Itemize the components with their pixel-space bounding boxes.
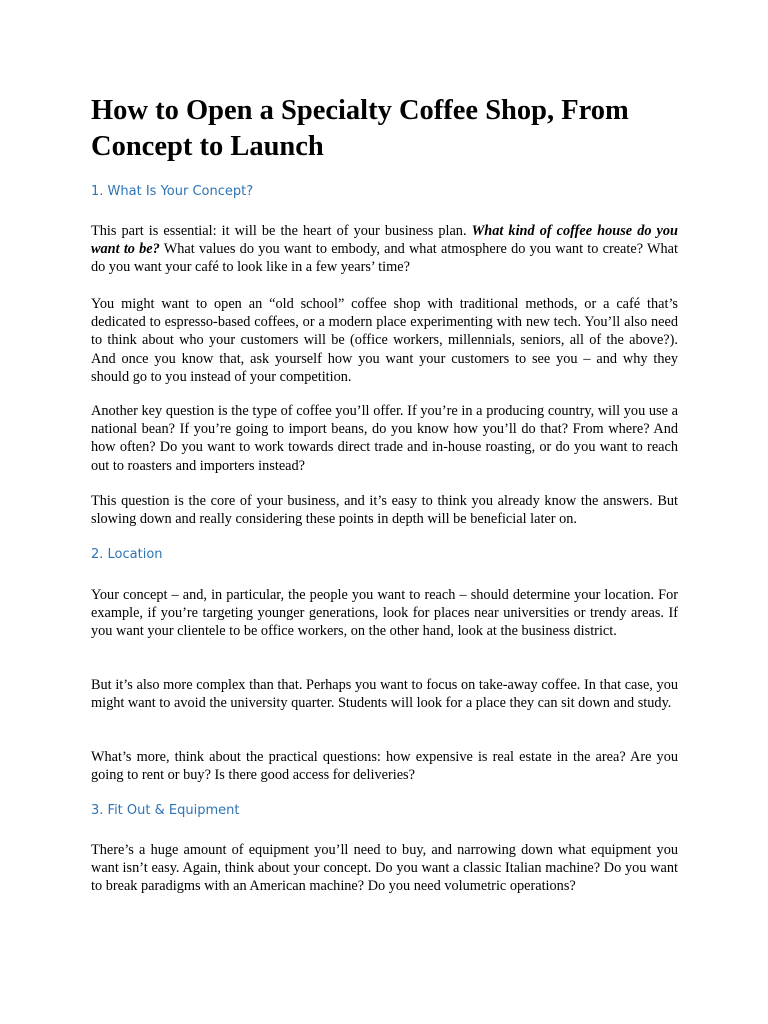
- paragraph-location-1: Your concept – and, in particular, the people you want to reach – should determine your location. For example, if you’re targeting younger generations, look for places near universities or trendy areas. If you want your clientele to be office workers, on the other hand, look at the business district.: [91, 587, 678, 640]
- section-heading-location: 2. Location: [91, 547, 163, 562]
- document-title: How to Open a Specialty Coffee Shop, From Concept to Launch: [91, 95, 629, 162]
- paragraph-concept-4: This question is the core of your business, and it’s easy to think you already know the answers. But slowing down and really considering these points in depth will be beneficial later on.: [91, 493, 678, 528]
- paragraph-location-3: What’s more, think about the practical questions: how expensive is real estate in the area? Are you going to rent or buy? Is there good access for deliveries?: [91, 749, 678, 784]
- paragraph-text: This part is essential: it will be the heart of your business plan.: [91, 223, 472, 239]
- section-heading-concept: 1. What Is Your Concept?: [91, 184, 254, 199]
- section-heading-equipment: 3. Fit Out & Equipment: [91, 803, 240, 818]
- paragraph-concept-1: [91, 222, 678, 277]
- paragraph-text: What values do you want to embody, and what atmosphere do you want to create? What do you want your café to look like in a few years’ time?: [91, 241, 678, 276]
- paragraph-equipment-1: There’s a huge amount of equipment you’ll need to buy, and narrowing down what equipment you want isn’t easy. Again, think about your concept. Do you want a classic Italian machine? Do you want to break paradigms with an American machine? Do you need volumetric operations?: [91, 842, 678, 895]
- paragraph-location-2: But it’s also more complex than that. Perhaps you want to focus on take-away coffee. In that case, you might want to avoid the university quarter. Students will look for a place they can sit down and study.: [91, 677, 678, 712]
- emphasis-question: What kind of coffee house do you want to be?: [91, 223, 678, 258]
- paragraph-concept-2: You might want to open an “old school” coffee shop with traditional methods, or a café that’s dedicated to espresso-based coffees, or a modern place experimenting with new tech. You’ll also need to think about who your customers will be (office workers, millennials, seniors, all of the above?). And once you know that, ask yourself how you want your customers to see you – and why they should go to you instead of your competition.: [91, 296, 678, 385]
- paragraph-concept-3: Another key question is the type of coffee you’ll offer. If you’re in a producing country, will you use a national bean? If you’re going to import beans, do you know how you’ll do that? From where? And how often? Do you want to work towards direct trade and in-house roasting, or do you want to reach out to roasters and importers instead?: [91, 403, 678, 474]
